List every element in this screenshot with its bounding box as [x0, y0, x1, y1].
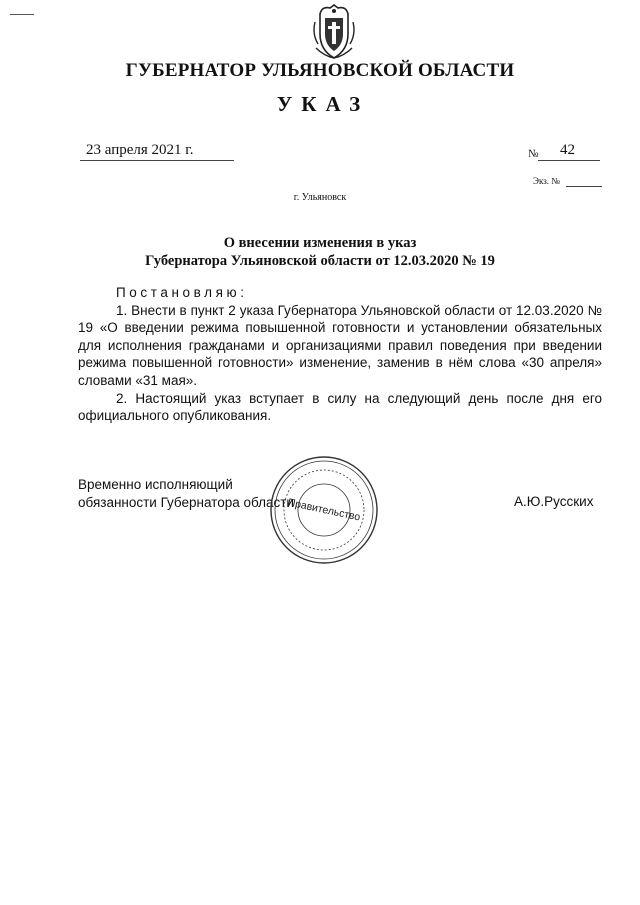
title-line-1: О внесении изменения в указ	[223, 235, 417, 251]
body-item-2: 2. Настоящий указ вступает в силу на следующий день после дня его официального опубликования.	[78, 390, 602, 424]
number-underline	[538, 160, 600, 161]
stamp-text: Правительство	[286, 496, 362, 524]
body-item-1: 1. Внести в пункт 2 указа Губернатора Ульяновской области от 12.03.2020 № 19 «О введении режима повышенной готовности и установлении обязательных для исполнения гражданами и организациями правил поведения при введении режима повышенной готовности» изменение, заменив в нём слова «30 апреля» словами «31 мая».	[78, 302, 602, 388]
city: г. Ульяновск	[293, 192, 347, 203]
number-label: №	[528, 148, 539, 160]
document-body	[78, 284, 602, 425]
signatory-name: А.Ю.Русских	[514, 494, 594, 509]
document-title	[0, 234, 640, 270]
date-underline	[80, 160, 234, 161]
document-date: 23 апреля 2021 г.	[86, 142, 194, 158]
corner-mark	[10, 14, 34, 15]
document-number: 42	[560, 142, 575, 158]
copy-number-label: Экз. №	[533, 176, 560, 186]
round-seal-stamp	[268, 454, 380, 566]
coat-of-arms-icon	[312, 4, 356, 60]
document-type: УКАЗ	[276, 92, 370, 116]
resolution-intro: Постановляю:	[116, 285, 248, 300]
title-line-2: Губернатора Ульяновской области от 12.03.2020 № 19	[145, 253, 495, 269]
copy-number-underline	[566, 186, 602, 187]
authority-heading: ГУБЕРНАТОР УЛЬЯНОВСКОЙ ОБЛАСТИ	[125, 60, 515, 81]
signatory-position-line-2: обязанности Губернатора области	[78, 494, 294, 510]
signatory-position	[78, 476, 294, 511]
signatory-position-line-1: Временно исполняющий	[78, 477, 233, 492]
